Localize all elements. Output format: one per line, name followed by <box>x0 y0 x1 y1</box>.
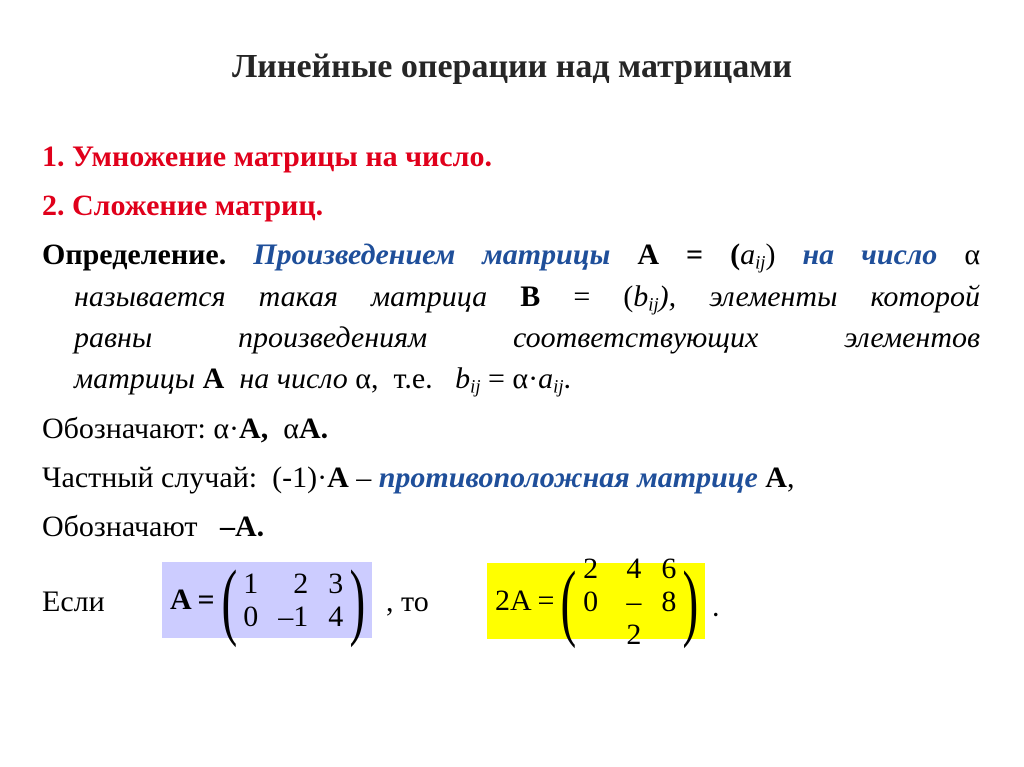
example-end-period: . <box>712 590 720 623</box>
slide-title: Линейные операции над матрицами <box>231 48 793 85</box>
alpha-symbol: α <box>283 412 299 445</box>
special-case-label: Частный случай: <box>42 461 258 494</box>
item-scalar-multiplication: 1. Умножение матрицы на число. <box>42 140 492 173</box>
matrix-a-grid <box>243 567 343 633</box>
element-symbol: a <box>538 362 554 395</box>
matrix-cell: 4 <box>328 600 344 633</box>
right-paren: ) <box>349 552 366 648</box>
equals-alpha: = α· <box>488 362 539 395</box>
matrix-2a-lhs <box>487 584 554 618</box>
negative-matrix: –A. <box>219 510 265 543</box>
subscript: ij <box>648 294 659 316</box>
matrix-cell: 1 <box>243 567 259 600</box>
definition-text: называется такая матрица <box>74 280 488 313</box>
opposite-matrix-term: противоположная матрице <box>378 461 758 494</box>
subscript: ij <box>470 376 481 398</box>
definition-word: равны <box>74 321 153 354</box>
notation-label: Обозначают: <box>42 412 206 445</box>
matrix-cell: 2 <box>293 567 309 600</box>
matrix-2a-grid <box>583 552 676 651</box>
matrix-cell: – 2 <box>626 584 642 651</box>
element-symbol: b <box>455 362 471 395</box>
equals-text: = ( <box>686 238 741 271</box>
matrix-symbol: A. <box>298 412 329 445</box>
left-paren: ( <box>560 553 577 649</box>
ie-text: т.е. <box>393 362 433 395</box>
minus-one-dot: (-1)· <box>272 461 328 494</box>
matrix-cell: 2 <box>583 551 599 585</box>
matrix-symbol: A <box>202 362 225 395</box>
definition-on-number: на число <box>802 238 938 271</box>
definition-line-4 <box>74 364 571 397</box>
alpha-symbol: α <box>964 238 981 271</box>
matrix-symbol: A <box>637 238 660 271</box>
notation-line-2 <box>42 512 264 542</box>
right-paren: ) <box>682 553 699 649</box>
matrix-cell: 3 <box>328 567 344 600</box>
matrix-cell: 6 <box>661 551 677 585</box>
definition-word: элементов <box>844 321 981 354</box>
notation-label: Обозначают <box>42 510 198 543</box>
definition-term: Произведением матрицы <box>253 238 611 271</box>
notation-line-1 <box>42 414 328 444</box>
matrix-symbol-b: B <box>520 280 541 313</box>
definition-text: на число <box>239 362 348 395</box>
alpha-dot: α· <box>213 412 240 445</box>
definition-line-2 <box>74 282 980 315</box>
definition-text: ), элементы которой <box>658 280 981 313</box>
definition-text: матрицы <box>74 362 196 395</box>
element-symbol: a <box>740 238 756 271</box>
period: . <box>563 362 571 395</box>
definition-line-1 <box>42 240 980 273</box>
definition-lead: Определение. <box>42 238 227 271</box>
matrix-a-box <box>162 552 372 648</box>
matrix-2a-lhs-text: 2A = <box>495 584 555 617</box>
dash: – <box>356 461 372 494</box>
item-matrix-addition: 2. Сложение матриц. <box>42 189 324 222</box>
left-paren: ( <box>221 552 237 648</box>
element-symbol: b <box>633 280 649 313</box>
special-case-line <box>42 463 794 493</box>
matrix-cell: 4 <box>626 551 642 585</box>
matrix-symbol: A, <box>239 412 269 445</box>
matrix-symbol: A <box>765 461 787 494</box>
matrix-2a-box <box>487 551 705 651</box>
matrix-symbol: A <box>327 461 349 494</box>
matrix-cell: 0 <box>583 584 599 618</box>
subscript: ij <box>553 376 564 398</box>
paren-close: ) <box>765 238 776 271</box>
definition-line-3 <box>74 323 980 353</box>
definition-word: соответствующих <box>513 321 759 354</box>
equals-text: = ( <box>573 280 634 313</box>
example-then: , то <box>386 585 429 618</box>
matrix-cell: 0 <box>243 600 259 633</box>
example-if: Если <box>42 585 105 618</box>
matrix-cell: –1 <box>278 600 309 633</box>
matrix-cell: 8 <box>661 584 677 618</box>
matrix-a-lhs: A = <box>170 583 215 616</box>
alpha-symbol: α, <box>355 362 379 395</box>
definition-word: произведениям <box>238 321 428 354</box>
comma: , <box>786 461 795 494</box>
subscript: ij <box>755 252 766 274</box>
